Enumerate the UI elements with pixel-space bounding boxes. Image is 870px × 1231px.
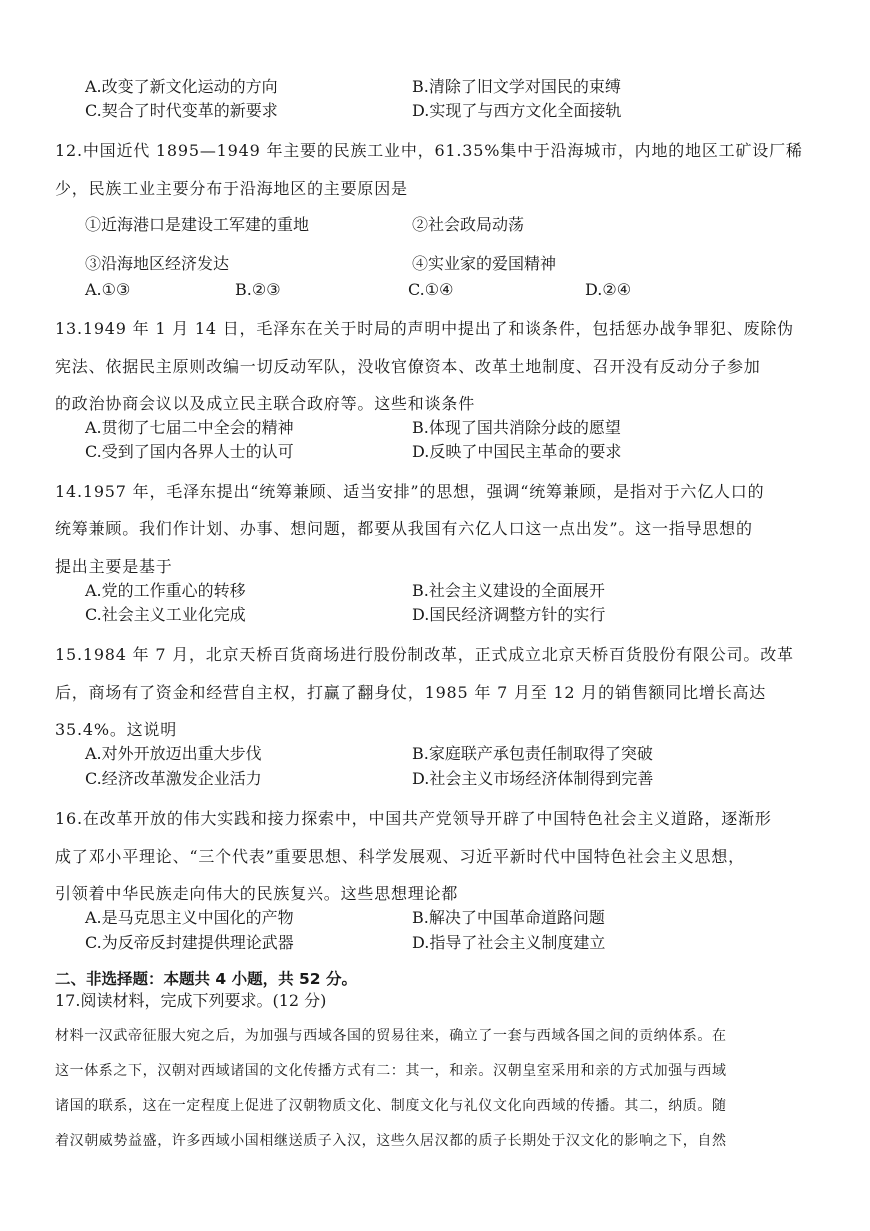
q14-stem-line-1: 14.1957 年，毛泽东提出“统筹兼顾、适当安排”的思想，强调“统筹兼顾，是指对于六亿人口的 (55, 482, 765, 501)
q12-item-4: ④实业家的爱国精神 (412, 254, 557, 273)
q16-stem-line-2: 成了邓小平理论、“三个代表”重要思想、科学发展观、习近平新时代中国特色社会主义思想， (55, 847, 745, 866)
q13-stem-line-2: 宪法、依据民主原则改编一切反动军队，没收官僚资本、改革土地制度、召开没有反动分子参加 (55, 357, 761, 376)
q11-option-b: B.清除了旧文学对国民的束缚 (412, 77, 621, 96)
q16-option-b: B.解决了中国革命道路问题 (412, 908, 605, 927)
q11-option-c: C.契合了时代变革的新要求 (85, 101, 278, 120)
q13-stem-line-3: 的政治协商会议以及成立民主联合政府等。这些和谈条件 (55, 394, 476, 413)
q13-stem-line-1: 13.1949 年 1 月 14 日，毛泽东在关于时局的声明中提出了和谈条件，包括惩办战争罪犯、废除伪 (55, 319, 794, 338)
q14-option-b: B.社会主义建设的全面展开 (412, 581, 605, 600)
q13-option-c: C.受到了国内各界人士的认可 (85, 442, 294, 461)
section-2-heading: 二、非选择题：本题共 4 小题，共 52 分。 (55, 970, 357, 988)
q16-option-a: A.是马克思主义中国化的产物 (85, 908, 294, 927)
q12-option-b: B.②③ (235, 280, 281, 299)
q15-stem-line-1: 15.1984 年 7 月，北京天桥百货商场进行股份制改革，正式成立北京天桥百货股份有限公司。改革 (55, 645, 794, 664)
q13-option-d: D.反映了中国民主革命的要求 (412, 442, 622, 461)
q16-option-d: D.指导了社会主义制度建立 (412, 933, 606, 952)
q14-option-a: A.党的工作重心的转移 (85, 581, 246, 600)
q15-option-d: D.社会主义市场经济体制得到完善 (412, 769, 654, 788)
q14-option-d: D.国民经济调整方针的实行 (412, 605, 606, 624)
q12-item-3: ③沿海地区经济发达 (85, 254, 230, 273)
q12-option-a: A.①③ (85, 280, 131, 299)
q15-stem-line-2: 后，商场有了资金和经营自主权，打赢了翻身仗，1985 年 7 月至 12 月的销售额同比增长高达 (55, 683, 767, 702)
q11-option-a: A.改变了新文化运动的方向 (85, 77, 278, 96)
q17-heading: 17.阅读材料，完成下列要求。(12 分) (55, 991, 327, 1010)
q16-stem-line-1: 16.在改革开放的伟大实践和接力探索中，中国共产党领导开辟了中国特色社会主义道路，逐渐形 (55, 809, 772, 828)
q17-material-line-2: 这一体系之下，汉朝对西域诸国的文化传播方式有二：其一，和亲。汉朝皇室采用和亲的方式加强与西域 (55, 1063, 727, 1079)
q14-stem-line-3: 提出主要是基于 (55, 557, 173, 576)
q11-option-d: D.实现了与西方文化全面接轨 (412, 101, 622, 120)
q16-stem-line-3: 引领着中华民族走向伟大的民族复兴。这些思想理论都 (55, 884, 459, 903)
q15-option-b: B.家庭联产承包责任制取得了突破 (412, 744, 653, 763)
q12-stem-line-2: 少，民族工业主要分布于沿海地区的主要原因是 (55, 179, 408, 198)
q12-option-d: D.②④ (585, 280, 632, 299)
q12-stem-line-1: 12.中国近代 1895—1949 年主要的民族工业中，61.35%集中于沿海城市，内地的地区工矿设厂稀 (55, 141, 803, 160)
q15-stem-line-3: 35.4%。这说明 (55, 720, 178, 739)
q14-option-c: C.社会主义工业化完成 (85, 605, 246, 624)
q15-option-a: A.对外开放迈出重大步伐 (85, 744, 262, 763)
q13-option-a: A.贯彻了七届二中全会的精神 (85, 418, 294, 437)
q12-item-2: ②社会政局动荡 (412, 215, 525, 234)
q15-option-c: C.经济改革激发企业活力 (85, 769, 262, 788)
q17-material-line-4: 着汉朝威势益盛，许多西域小国相继送质子入汉，这些久居汉都的质子长期处于汉文化的影响之下，自然 (55, 1133, 727, 1149)
q14-stem-line-2: 统筹兼顾。我们作计划、办事、想问题，都要从我国有六亿人口这一点出发”。这一指导思想的 (55, 519, 753, 538)
q12-option-c: C.①④ (408, 280, 454, 299)
q13-option-b: B.体现了国共消除分歧的愿望 (412, 418, 621, 437)
q16-option-c: C.为反帝反封建提供理论武器 (85, 933, 294, 952)
q17-material-line-3: 诸国的联系，这在一定程度上促进了汉朝物质文化、制度文化与礼仪文化向西域的传播。其二，纳质。随 (55, 1098, 727, 1114)
q12-item-1: ①近海港口是建设工军建的重地 (85, 215, 310, 234)
q17-material-line-1: 材料一汉武帝征服大宛之后，为加强与西域各国的贸易往来，确立了一套与西域各国之间的贡纳体系。在 (55, 1028, 727, 1044)
